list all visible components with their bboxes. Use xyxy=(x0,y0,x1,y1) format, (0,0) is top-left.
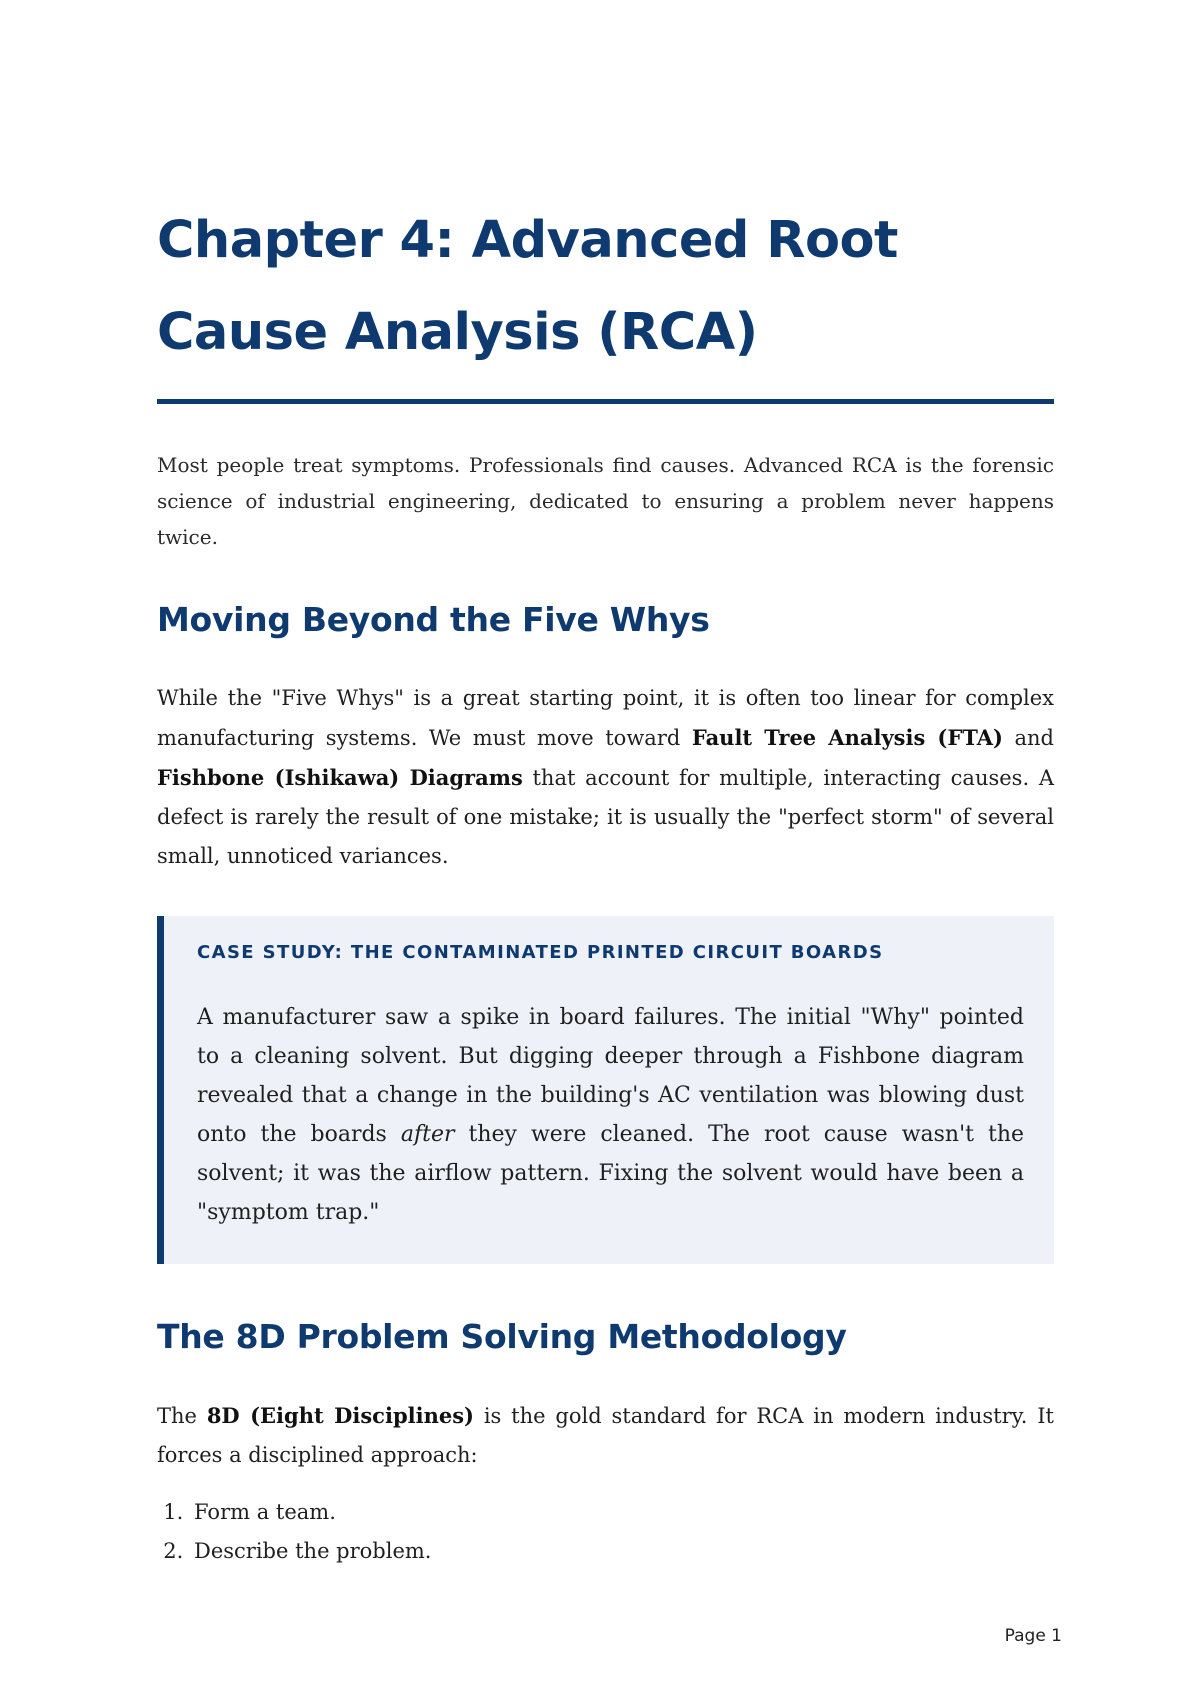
fishbone-term: Fishbone (Ishikawa) Diagrams xyxy=(157,765,523,790)
lead-paragraph: Most people treat symptoms. Professionals find causes. Advanced RCA is the forensic science of industrial engineering, dedicated to ensuring a problem never happens twice. xyxy=(157,453,1054,549)
paragraph-text: is the gold standard for RCA in modern industry. It forces a disciplined approach: xyxy=(157,1404,1054,1467)
case-study-title: CASE STUDY: THE CONTAMINATED PRINTED CIRCUIT BOARDS xyxy=(197,942,884,963)
case-emphasis: after xyxy=(400,1122,455,1147)
paragraph-text: and xyxy=(1002,726,1054,750)
page-number: Page 1 xyxy=(1004,1626,1062,1646)
section-heading-five-whys: Moving Beyond the Five Whys xyxy=(157,600,710,639)
page-content xyxy=(157,195,1054,1571)
8d-paragraph xyxy=(157,1396,1054,1475)
paragraph-text: The xyxy=(157,1404,207,1428)
fta-term: Fault Tree Analysis (FTA) xyxy=(691,725,1003,750)
paragraph-text: While the "Five Whys" is a great starting point, it is often too linear for complex manufacturing systems. We must move toward xyxy=(157,686,1054,750)
case-text: they were cleaned. The root cause wasn't the solvent; it was the airflow pattern. Fixing the solvent would have been a "symptom trap." xyxy=(197,1122,1025,1225)
paragraph-text: that account for multiple, interacting causes. A defect is rarely the result of one mistake; it is usually the "perfect storm" of several small, unnoticed variances. xyxy=(157,766,1055,868)
8d-steps-list xyxy=(157,1493,1054,1571)
8d-term: 8D (Eight Disciplines) xyxy=(206,1403,474,1428)
case-study-text xyxy=(197,998,1024,1232)
list-item: 2. Describe the problem. xyxy=(190,1532,1054,1571)
chapter-title: Chapter 4: Advanced Root Cause Analysis (RCA) xyxy=(157,211,898,362)
section-heading-8d: The 8D Problem Solving Methodology xyxy=(157,1317,847,1356)
case-text: A manufacturer saw a spike in board failures. The initial "Why" pointed to a cleaning solvent. But digging deeper through a Fishbone diagram revealed that a change in the building's AC ventilation was blowing dust onto the boards xyxy=(197,1005,1024,1147)
case-study-callout xyxy=(157,916,1054,1264)
list-item: 1. Form a team. xyxy=(190,1493,1054,1532)
five-whys-paragraph xyxy=(157,679,1054,876)
title-divider xyxy=(157,399,1054,404)
